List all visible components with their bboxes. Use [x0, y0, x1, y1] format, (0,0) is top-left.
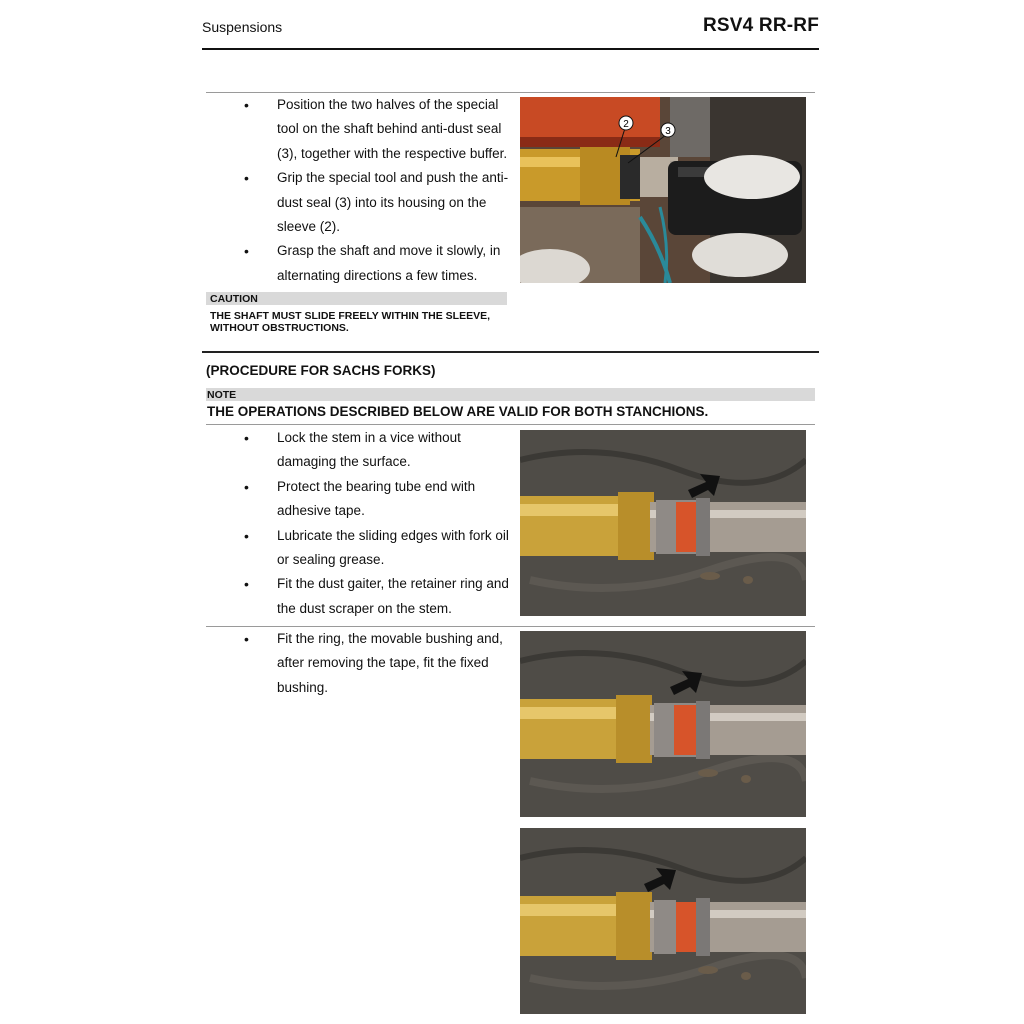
fork-stem-photo-illustration	[520, 631, 806, 817]
header-rule	[202, 48, 819, 50]
block3-step-list	[244, 627, 510, 700]
caution-title: CAUTION	[210, 293, 258, 305]
step-list-item: • Fit the ring, the movable bushing and, after removing the tape, fit the fixed bushing.	[244, 627, 510, 700]
procedure-title: (PROCEDURE FOR SACHS FORKS)	[206, 363, 436, 378]
fork-stem-photo-illustration	[520, 828, 806, 1014]
section-label: Suspensions	[202, 19, 283, 35]
step-list-item: • Fit the dust gaiter, the retainer ring and the dust scraper on the stem.	[244, 572, 510, 621]
caution-text: THE SHAFT MUST SLIDE FREELY WITHIN THE SLEEVE, WITHOUT OBSTRUCTIONS.	[210, 310, 491, 334]
step-list-item: • Protect the bearing tube end with adhesive tape.	[244, 475, 510, 524]
step-list-item: • Lock the stem in a vice without damaging the surface.	[244, 426, 510, 475]
photo-fixed-bushing	[520, 828, 806, 1014]
callout-label: 2	[623, 119, 629, 130]
special-tool-photo-illustration	[520, 97, 806, 283]
step-list-item: • Grasp the shaft and move it slowly, in alternating directions a few times.	[244, 239, 510, 288]
callout-label: 3	[665, 126, 671, 137]
photo-special-tool-on-shaft	[520, 97, 806, 283]
block1-step-list	[244, 93, 510, 288]
note-text: THE OPERATIONS DESCRIBED BELOW ARE VALID FOR BOTH STANCHIONS.	[207, 404, 709, 419]
step-list-item: • Lubricate the sliding edges with fork oil or sealing grease.	[244, 524, 510, 573]
step-list-item: • Grip the special tool and push the anti-dust seal (3) into its housing on the sleeve (2).	[244, 166, 510, 239]
note-title: NOTE	[207, 389, 237, 401]
block2-step-list	[244, 426, 510, 621]
document-title: RSV4 RR-RF	[702, 15, 819, 36]
photo-stem-fit-gaiter	[520, 430, 806, 616]
section-divider	[202, 351, 819, 353]
step-list-item: • Position the two halves of the special tool on the shaft behind anti-dust seal (3), together with the respective buffer.	[244, 93, 510, 166]
photo-ring-movable-bushing	[520, 631, 806, 817]
note-bar	[206, 388, 815, 401]
fork-stem-photo-illustration	[520, 430, 806, 616]
block2-top-rule	[206, 424, 815, 425]
